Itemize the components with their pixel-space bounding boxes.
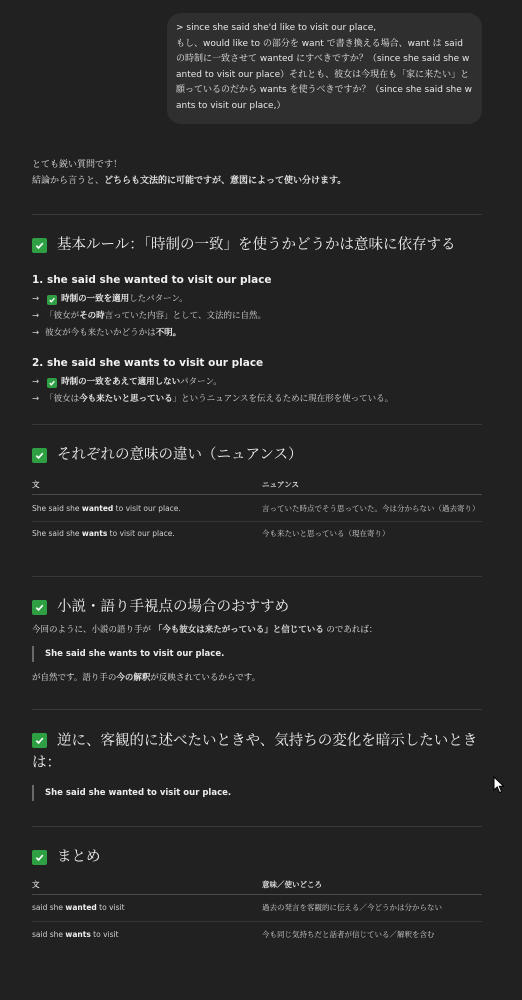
blockquote-wanted: She said she wanted to visit our place. — [32, 785, 482, 801]
user-message-text: もし、would like to の部分を want で書き換える場合、want は said の時制に一致させて wanted にすべきですか？（since she said she wanted to visit our place）それとも、彼女は今現在も「家に来たい」と願っているのだから wants を使うべきですか？（since she said she wants to visit our place,） — [176, 38, 472, 111]
user-message-bubble — [167, 13, 482, 124]
list-item: → 「彼女が その時 言っていた内容」として、文法的に自然。 — [32, 311, 266, 321]
divider — [32, 826, 482, 827]
intro-line: とても鋭い質問です！ — [32, 160, 123, 170]
section-heading-nuance: それぞれの意味の違い（ニュアンス） — [32, 445, 482, 465]
section-heading-summary: まとめ — [32, 847, 482, 867]
table-row: She said she wants to visit our place. 今も来たいと思っている（現在寄り） — [32, 529, 390, 538]
intro-conclusion: 結論から言うと、どちらも文法的に可能ですが、意図によって使い分けます。 — [32, 176, 347, 186]
novel-conclusion: が自然です。語り手の今の解釈が反映されているからです。 — [32, 673, 261, 683]
user-message-quote: > since she said she'd like to visit our place, — [176, 23, 377, 33]
blockquote-wants: She said she wants to visit our place. — [32, 646, 482, 662]
table-row: said she wants to visit 今も同じ気持ちだと話者が信じている／解釈を含む — [32, 930, 435, 939]
list-item: → 彼女が今も来たいかどうかは 不明。 — [32, 328, 182, 338]
nuance-table — [32, 479, 482, 546]
divider — [32, 709, 482, 710]
section-heading-basic-rule: 基本ルール：「時制の一致」を使うかどうかは意味に依存する — [32, 235, 482, 255]
divider — [32, 424, 482, 425]
section-heading-objective: 逆に、客観的に述べたいときや、気持ちの変化を暗示したいときは： — [32, 733, 478, 771]
divider — [32, 214, 482, 215]
summary-table — [32, 879, 482, 948]
check-icon — [32, 600, 47, 615]
list-item: → 時制の一致をあえて適用しない パターン。 — [32, 377, 222, 387]
table-header: 文 ニュアンス — [32, 479, 482, 495]
check-icon — [32, 448, 47, 463]
divider — [32, 576, 482, 577]
table-row: said she wanted to visit 過去の発言を客観的に伝える／今どうかは分からない — [32, 895, 482, 922]
check-icon — [47, 295, 57, 305]
table-row: She said she wanted to visit our place. 言っていた時点でそう思っていた。今は分からない（過去寄り） — [32, 495, 482, 522]
subheading-wanted: 1. she said she wanted to visit our place — [32, 274, 272, 286]
section-heading-novel: 小説・語り手視点の場合のおすすめ — [32, 597, 482, 617]
list-item: → 時制の一致を適用 したパターン。 — [32, 294, 188, 304]
mouse-cursor-icon — [493, 776, 505, 798]
table-header: 文 意味／使いどころ — [32, 879, 482, 895]
check-icon — [32, 850, 47, 865]
check-icon — [32, 238, 47, 253]
subheading-wants: 2. she said she wants to visit our place — [32, 357, 264, 369]
assistant-message — [32, 157, 482, 948]
check-icon — [47, 378, 57, 388]
list-item: → 「彼女は 今も来たいと思っている 」というニュアンスを伝えるために現在形を使っている。 — [32, 394, 394, 404]
novel-paragraph: 今回のように、小説の語り手が 「今も彼女は来たがっている」と信じている のであれば： — [32, 625, 378, 635]
